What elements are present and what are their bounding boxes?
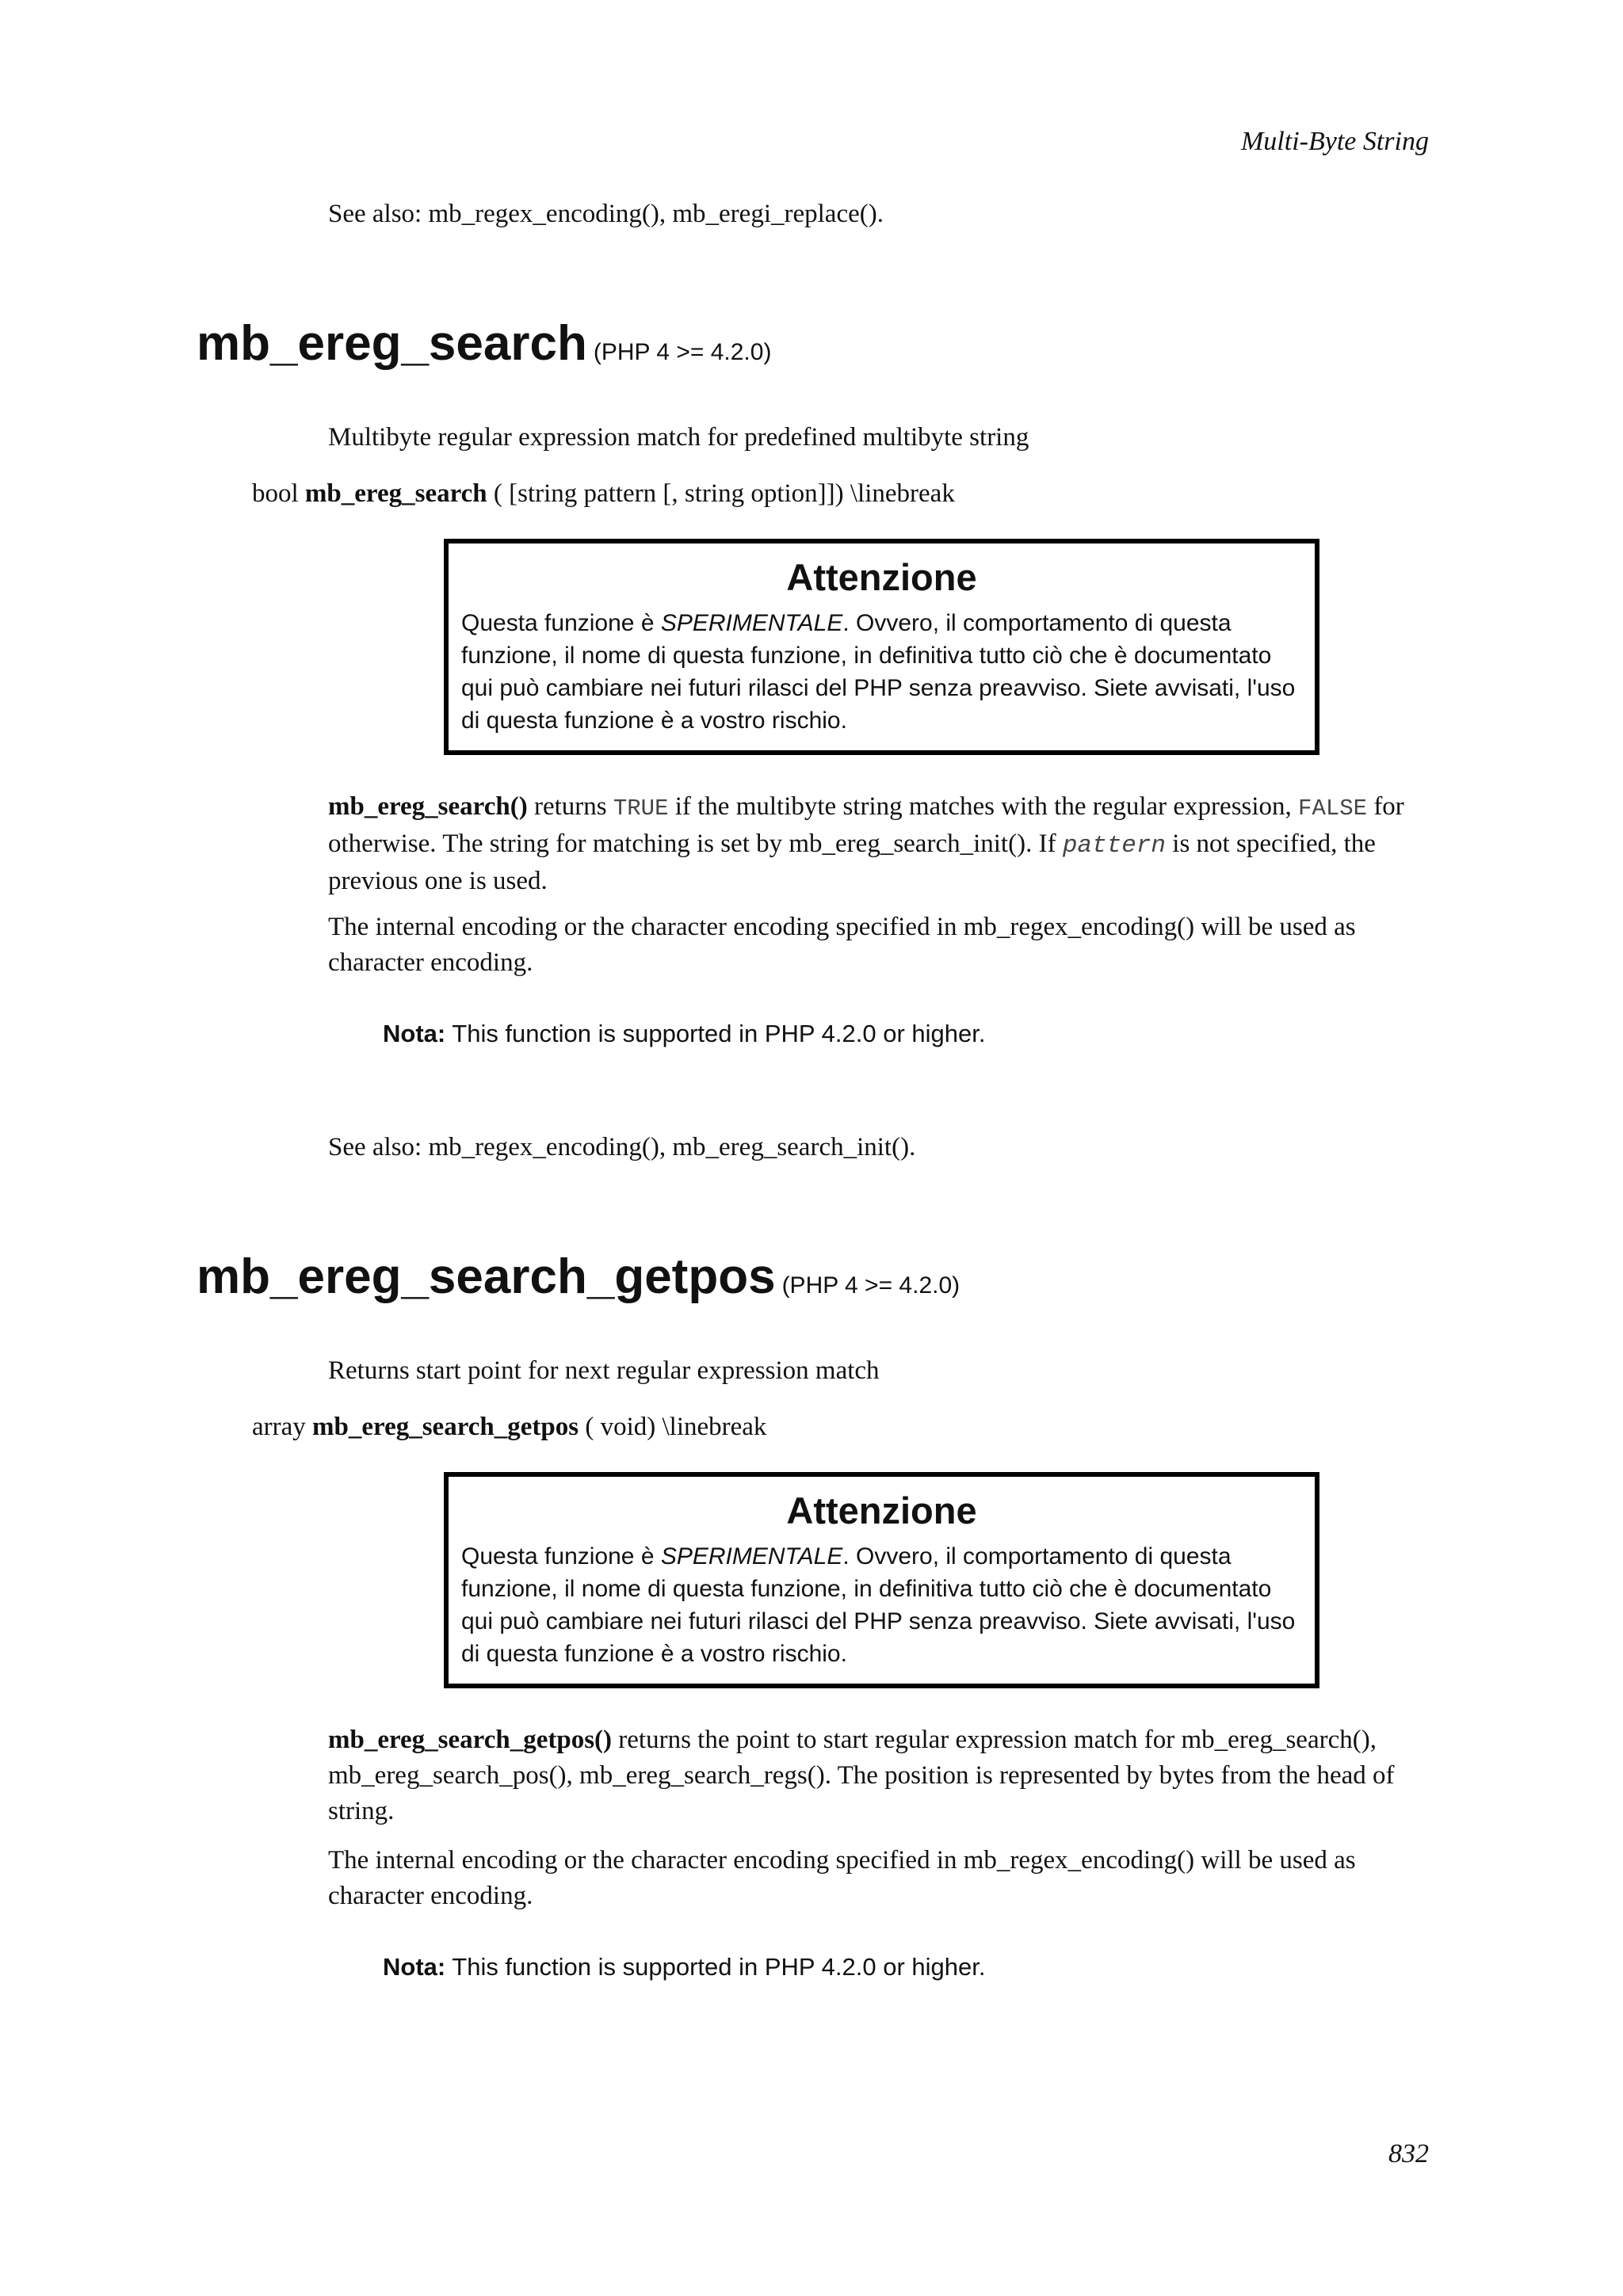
entry-title-mb-ereg-search-getpos: [197, 1249, 960, 1305]
running-head: Multi-Byte String: [1240, 127, 1429, 156]
synopsis-params: ( void) \linebreak: [585, 1413, 767, 1441]
entry-title-mb-ereg-search: [197, 315, 771, 372]
encoding-paragraph: The internal encoding or the character encoding specified in mb_regex_encoding() will be used as character encoding.: [328, 1846, 1356, 1910]
return-type: array: [252, 1413, 306, 1441]
see-also: See also: mb_regex_encoding(), mb_ereg_search_init().: [328, 1133, 916, 1161]
warning-text: Questa funzione è SPERIMENTALE. Ovvero, il comportamento di questa funzione, il nome di questa funzione, in definitiva tutto ciò che è documentato qui può cambiare nei futuri rilasci del PHP senza preavviso. Siete avvisati, l'uso di questa funzione è a vostro rischio.: [461, 1543, 1296, 1667]
synopsis-function: mb_ereg_search_getpos: [312, 1413, 579, 1441]
warning-title: Attenzione: [786, 556, 977, 598]
version-label: (PHP 4 >= 4.2.0): [593, 339, 772, 365]
note-text: This function is supported in PHP 4.2.0 or higher.: [445, 1020, 986, 1047]
warning-text: Questa funzione è SPERIMENTALE. Ovvero, il comportamento di questa funzione, il nome di questa funzione, in definitiva tutto ciò che è documentato qui può cambiare nei futuri rilasci del PHP senza preavviso. Siete avvisati, l'uso di questa funzione è a vostro rischio.: [461, 610, 1296, 734]
parameter-ref: pattern: [1062, 832, 1167, 860]
constant-true: TRUE: [613, 795, 669, 822]
note-label: Nota:: [383, 1020, 446, 1047]
synopsis-params: ( [string pattern [, string option]]) \linebreak: [493, 479, 955, 508]
constant-false: FALSE: [1298, 795, 1368, 822]
return-type: bool: [252, 479, 299, 508]
function-synopsis: [252, 479, 955, 509]
function-ref: mb_ereg_search_getpos(): [328, 1726, 613, 1754]
version-label: (PHP 4 >= 4.2.0): [781, 1272, 960, 1299]
page-number: 832: [1388, 2139, 1429, 2168]
note-text: This function is supported in PHP 4.2.0 or higher.: [445, 1953, 986, 1981]
warning-box: [444, 539, 1319, 755]
function-synopsis: [252, 1413, 766, 1442]
encoding-paragraph: The internal encoding or the character encoding specified in mb_regex_encoding() will be used as character encoding.: [328, 913, 1356, 977]
synopsis-function: mb_ereg_search: [304, 479, 487, 508]
note: [383, 1020, 985, 1048]
see-also-top: See also: mb_regex_encoding(), mb_eregi_replace().: [328, 200, 884, 228]
function-purpose: Returns start point for next regular expression match: [328, 1356, 880, 1385]
function-name: mb_ereg_search: [197, 316, 587, 371]
warning-box: [444, 1472, 1319, 1688]
note: [383, 1953, 985, 1981]
description-paragraph: mb_ereg_search() returns TRUE if the multibyte string matches with the regular expression, FALSE for otherwise. The string for matching is set by mb_ereg_search_init(). If pattern is not specified, the previous one is used.: [328, 792, 1404, 895]
function-purpose: Multibyte regular expression match for predefined multibyte string: [328, 423, 1029, 452]
function-ref: mb_ereg_search(): [328, 792, 528, 821]
description-paragraph: mb_ereg_search_getpos() returns the point to start regular expression match for mb_ereg_search(), mb_ereg_search_pos(), mb_ereg_search_regs(). The position is represented by bytes from the head of string.: [328, 1726, 1395, 1825]
warning-title: Attenzione: [786, 1489, 977, 1531]
function-name: mb_ereg_search_getpos: [197, 1249, 776, 1304]
note-label: Nota:: [383, 1953, 446, 1981]
